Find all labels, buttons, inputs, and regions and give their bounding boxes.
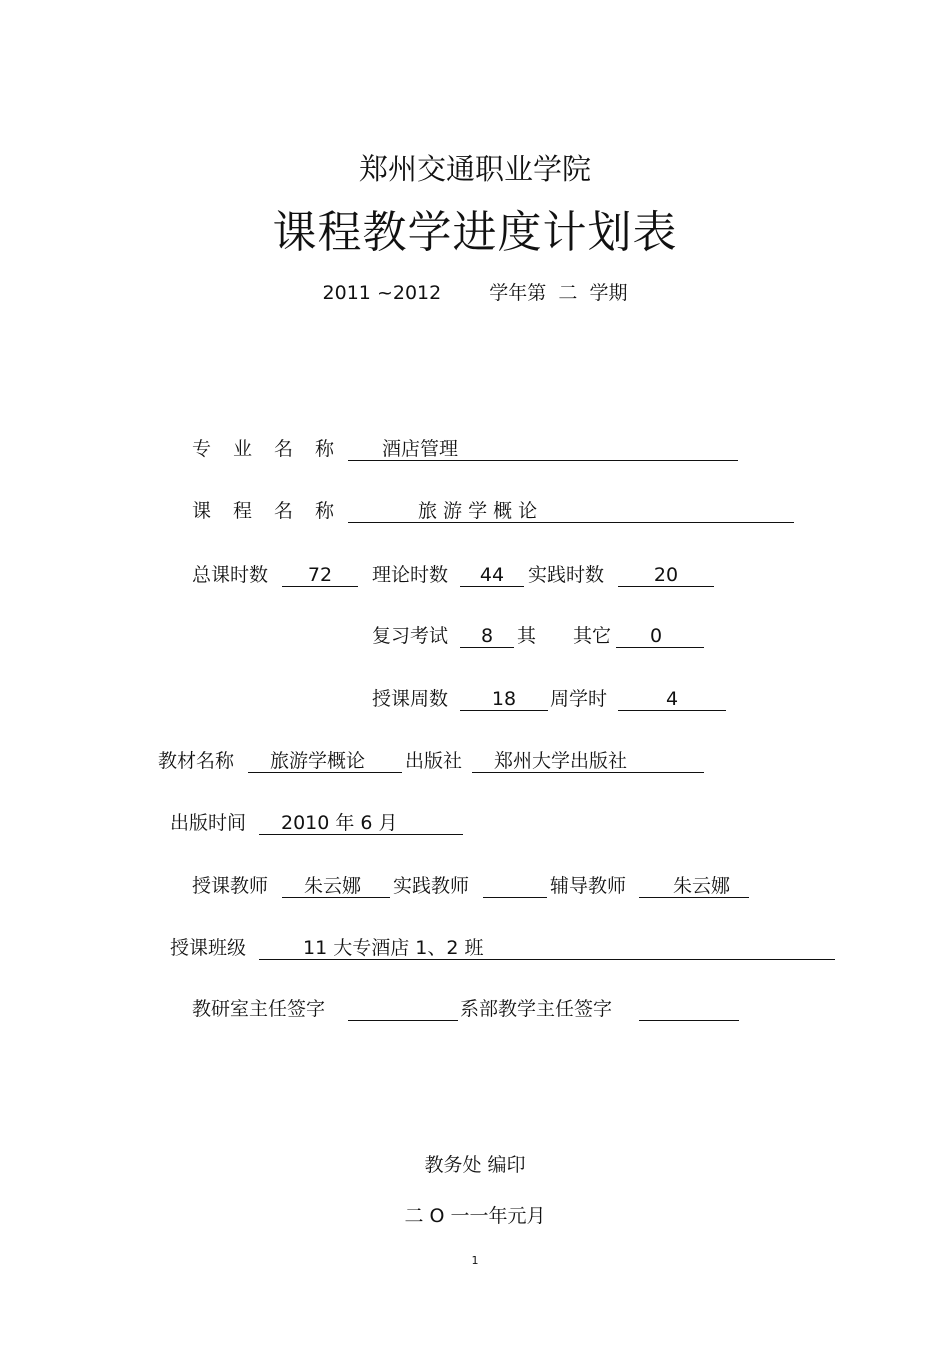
issue-date: 二 O 一一年元月	[404, 1205, 546, 1227]
sign-dept-label: 系部教学主任签字	[460, 998, 613, 1020]
theory-hours-value: 44	[460, 564, 524, 587]
teacher-field	[282, 875, 390, 898]
document-title: 课程教学进度计划表	[272, 207, 678, 258]
weekly-hours-value: 4	[618, 688, 726, 711]
class-label: 授课班级	[170, 937, 247, 959]
other-label-a: 其	[517, 625, 537, 647]
semester-prefix: 学年第	[489, 282, 547, 304]
year-range: 2011 ~2012	[322, 282, 442, 304]
course-label: 课程名称	[192, 500, 357, 522]
semester-number: 二	[558, 282, 578, 304]
total-hours-value: 72	[282, 564, 358, 587]
other-value: 0	[650, 625, 663, 647]
page-number: 1	[471, 1254, 479, 1267]
semester-suffix: 学期	[589, 282, 628, 304]
major-value: 酒店管理	[382, 438, 459, 460]
sign-office-line[interactable]	[348, 998, 458, 1021]
teacher-value: 朱云娜	[304, 875, 362, 897]
practice-hours-value: 20	[618, 564, 714, 587]
class-value: 11 大专酒店 1、2 班	[303, 937, 484, 959]
practice-hours-label: 实践时数	[528, 564, 605, 586]
other-field	[616, 625, 704, 648]
major-label: 专业名称	[192, 438, 357, 460]
pub-date-label: 出版时间	[170, 812, 247, 834]
semester-line	[0, 281, 950, 305]
publisher-field	[472, 750, 704, 773]
teacher-label: 授课教师	[192, 875, 269, 897]
practice-teacher-label: 实践教师	[393, 875, 470, 897]
review-exam-label: 复习考试	[372, 625, 449, 647]
issuer-line: 教务处 编印	[424, 1154, 526, 1176]
course-field	[348, 500, 794, 523]
total-hours-label: 总课时数	[192, 564, 269, 586]
sign-dept-line[interactable]	[639, 998, 739, 1021]
other-label-b: 其它	[573, 625, 612, 647]
weeks-label: 授课周数	[372, 688, 449, 710]
major-field	[348, 438, 738, 461]
class-field	[259, 937, 835, 960]
tutor-label: 辅导教师	[550, 875, 627, 897]
weeks-value: 18	[460, 688, 548, 711]
tutor-field	[639, 875, 749, 898]
tutor-value: 朱云娜	[673, 875, 731, 897]
weekly-hours-label: 周学时	[550, 688, 608, 710]
course-value: 旅 游 学 概 论	[418, 500, 538, 522]
pub-date-field	[259, 812, 463, 835]
theory-hours-label: 理论时数	[372, 564, 449, 586]
publisher-label: 出版社	[405, 750, 463, 772]
publisher-value: 郑州大学出版社	[494, 750, 628, 772]
review-exam-value: 8	[460, 625, 514, 648]
sign-office-label: 教研室主任签字	[192, 998, 326, 1020]
textbook-label: 教材名称	[158, 750, 235, 772]
textbook-field	[248, 750, 402, 773]
practice-teacher-value	[483, 875, 547, 898]
school-name: 郑州交通职业学院	[358, 152, 591, 186]
pub-date-value: 2010 年 6 月	[281, 812, 398, 834]
textbook-value: 旅游学概论	[270, 750, 366, 772]
